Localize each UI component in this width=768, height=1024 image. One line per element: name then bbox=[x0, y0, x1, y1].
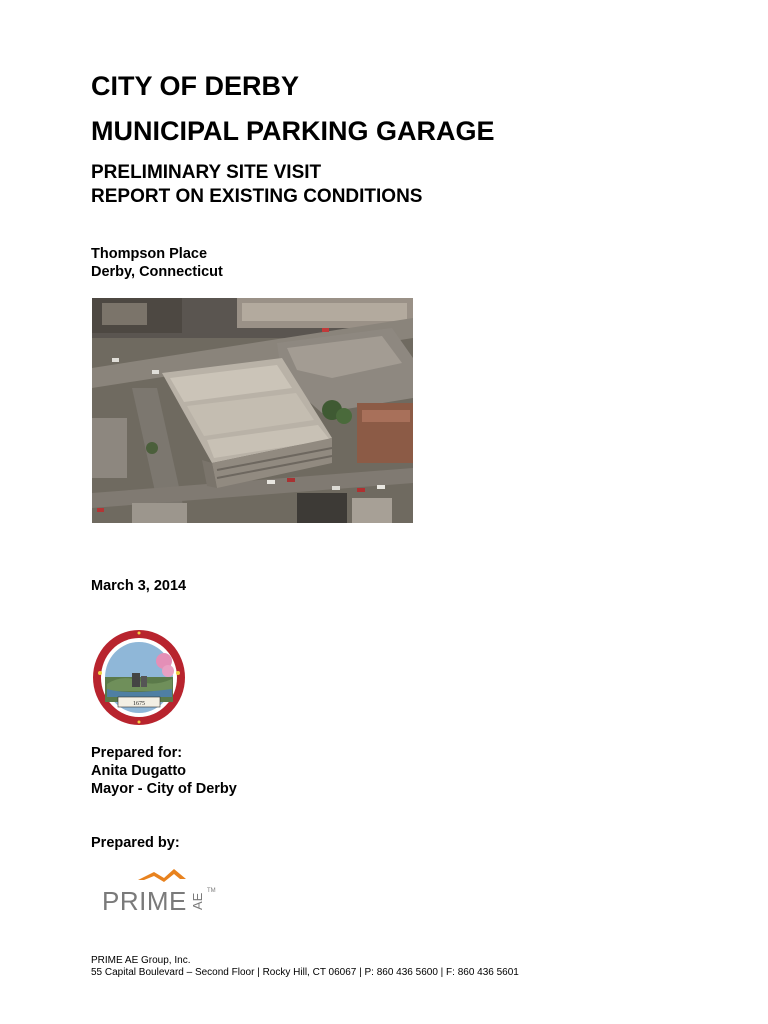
prepared-for-label: Prepared for: bbox=[91, 745, 183, 761]
city-seal-logo bbox=[92, 629, 186, 726]
prime-ae-logo bbox=[102, 866, 222, 916]
location-street: Thompson Place bbox=[91, 246, 208, 262]
seal-year-text: 1675 bbox=[133, 701, 145, 707]
subtitle-site-visit: PRELIMINARY SITE VISIT bbox=[91, 162, 322, 183]
title-city: CITY OF DERBY bbox=[91, 71, 300, 101]
prime-mountain-icon bbox=[138, 869, 186, 882]
prime-logo-ae: AE bbox=[190, 892, 205, 910]
report-date: March 3, 2014 bbox=[91, 578, 187, 594]
footer-company: PRIME AE Group, Inc. bbox=[91, 955, 191, 966]
prepared-for-name: Anita Dugatto bbox=[91, 763, 187, 779]
footer-address: 55 Capital Boulevard – Second Floor | Rocky Hill, CT 06067 | P: 860 436 5600 | F: 860 436 5601 bbox=[91, 967, 519, 978]
prime-logo-tm: TM bbox=[207, 888, 216, 894]
aerial-photo bbox=[92, 298, 413, 523]
title-garage: MUNICIPAL PARKING GARAGE bbox=[91, 116, 495, 146]
subtitle-report: REPORT ON EXISTING CONDITIONS bbox=[91, 186, 423, 207]
location-city: Derby, Connecticut bbox=[91, 264, 223, 280]
prepared-by-label: Prepared by: bbox=[91, 835, 180, 851]
prepared-for-title: Mayor - City of Derby bbox=[91, 781, 237, 797]
prime-logo-word: PRIME bbox=[102, 886, 187, 916]
